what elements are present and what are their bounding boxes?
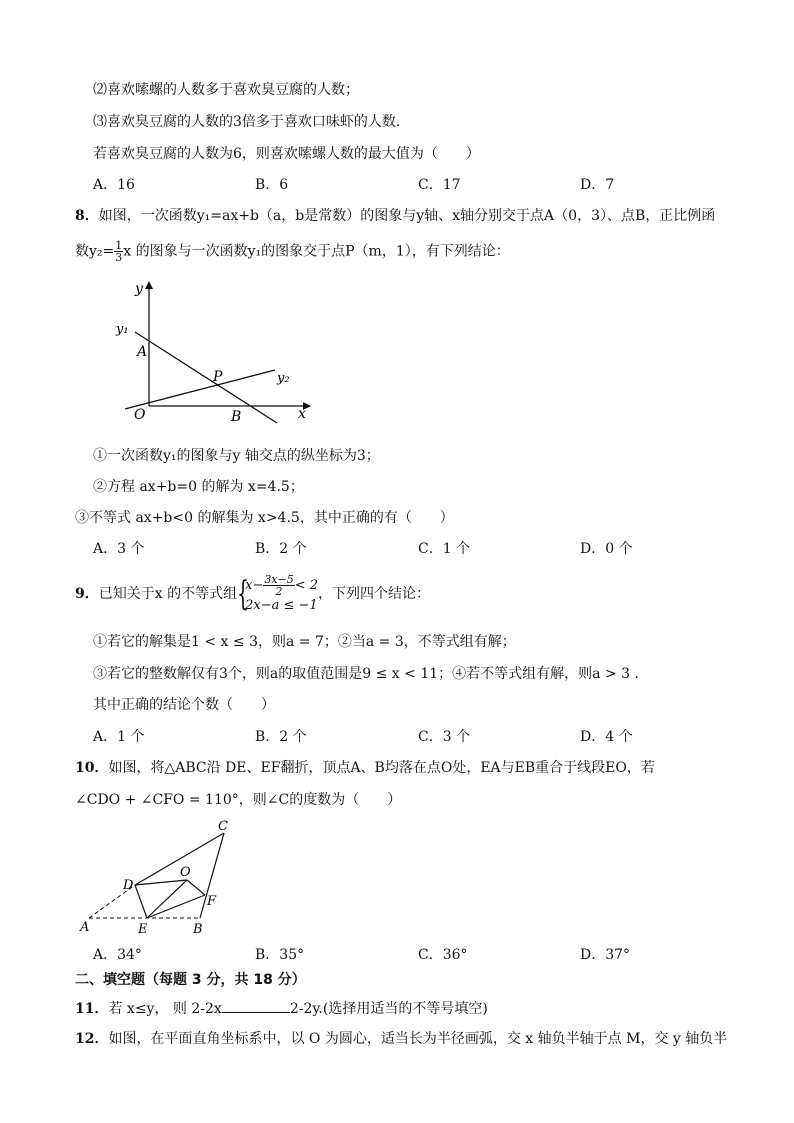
- q8-stem-1: 如图，一次函数y₁=ax+b（a，b是常数）的图象与y轴、x轴分别交于点A（0，3）、点B，正比例函: [98, 208, 716, 224]
- q9-row1-num: 3x−5: [264, 573, 294, 586]
- q7-option-c: C．17: [418, 177, 461, 193]
- q10-seg-eo: [147, 880, 187, 918]
- q10-label-D: D: [123, 878, 134, 893]
- q9-brace-icon: {: [237, 574, 250, 614]
- q8-fraction-num: 1: [115, 239, 123, 252]
- q10-label-B: B: [193, 922, 203, 937]
- q8-label-y: y: [135, 281, 143, 297]
- q8-label-x: x: [298, 406, 306, 422]
- q9-conclusions-1-2: ①若它的解集是1 < x ≤ 3，则a = 7；②当a = 3，不等式组有解；: [93, 634, 516, 650]
- q8-label-y1: y₁: [116, 322, 129, 337]
- q8-label-O: O: [134, 407, 146, 423]
- q9-line-1: [75, 570, 430, 618]
- q9-row1-den: 2: [275, 585, 283, 598]
- q10-option-b: B．35°: [255, 947, 305, 963]
- q9-stem-post: ，下列四个结论：: [318, 586, 431, 602]
- q8-option-c: C．1 个: [418, 541, 471, 557]
- q8-label-y2: y₂: [277, 371, 290, 386]
- q8-label-B: B: [231, 409, 242, 425]
- q10-option-a: A．34°: [93, 947, 142, 963]
- q8-option-a: A．3 个: [93, 541, 145, 557]
- q12-number: 12．: [75, 1031, 109, 1047]
- q10-seg-of: [187, 880, 205, 895]
- q10-fold-ef: [147, 895, 205, 918]
- q9-row1-pre: x−: [245, 578, 264, 593]
- q8-stem-2-pre: 数y₂=: [75, 243, 115, 260]
- q8-stem-2-post: x 的图象与一次函数y₁的图象交于点P（m，1），有下列结论：: [123, 243, 510, 260]
- q10-label-C: C: [218, 819, 228, 834]
- q9-option-d: D．4 个: [580, 729, 633, 745]
- q11-number: 11．: [75, 1001, 109, 1017]
- q11-stem-pre: 若 x≤y， 则 2-2x: [108, 1001, 222, 1017]
- q7-option-a: A．16: [93, 177, 135, 193]
- q9-system-row-2: 2x−a ≤ −1: [245, 598, 318, 613]
- q8-label-A: A: [137, 344, 148, 360]
- q9-stem-pre: 已知关于x 的不等式组: [98, 586, 238, 602]
- q10-label-F: F: [207, 894, 217, 909]
- q10-fold-de: [135, 885, 147, 918]
- q8-y-arrow-icon: [145, 281, 153, 289]
- q7-question: 若喜欢臭豆腐的人数为6，则喜欢嗦螺人数的最大值为（ ）: [93, 146, 480, 162]
- q10-stem-2: ∠CDO + ∠CFO = 110°，则∠C的度数为（ ）: [75, 792, 402, 808]
- section-title-fill-in: 二、填空题（每题 3 分，共 18 分）: [75, 972, 306, 988]
- q8-number: 8．: [75, 208, 99, 224]
- q8-fraction-den: 3: [115, 251, 123, 264]
- q9-option-c: C．3 个: [418, 729, 471, 745]
- q10-label-O: O: [180, 865, 191, 880]
- q8-conclusion-2: ②方程 ax+b=0 的解为 x=4.5；: [93, 479, 304, 495]
- q9-question: 其中正确的结论个数（ ）: [93, 697, 275, 713]
- q9-row1-fraction: [263, 574, 294, 597]
- q10-option-c: C．36°: [418, 947, 468, 963]
- q8-conclusion-3: ③不等式 ax+b<0 的解集为 x>4.5，其中正确的有（ ）: [75, 510, 454, 526]
- q8-graph: [105, 275, 320, 430]
- q10-triangle-figure: [75, 815, 245, 940]
- q10-number: 10．: [75, 760, 109, 776]
- q10-line-1: [75, 758, 655, 778]
- q10-label-E: E: [138, 922, 148, 937]
- q9-option-a: A．1 个: [93, 729, 145, 745]
- q8-option-b: B．2 个: [255, 541, 307, 557]
- q7-option-d: D．7: [580, 177, 615, 193]
- q10-option-d: D．37°: [580, 947, 631, 963]
- q8-conclusion-1: ①一次函数y₁的图象与y 轴交点的纵坐标为3；: [93, 448, 380, 464]
- q8-line-2: [75, 240, 510, 263]
- q10-label-A: A: [80, 920, 90, 935]
- q11-stem-post: 2-2y.(选择用适当的不等号填空): [289, 1001, 488, 1017]
- q8-fraction: [114, 240, 123, 263]
- q9-row1-post: < 2: [294, 578, 319, 593]
- q9-number: 9．: [75, 586, 99, 602]
- q10-stem-1: 如图，将△ABC沿 DE、EF翻折，顶点A、B均落在点O处，EA与EB重合于线段EO，若: [108, 760, 655, 776]
- q11-answer-blank[interactable]: [222, 998, 290, 1013]
- q12-line-1: [75, 1029, 727, 1049]
- q9-system-row-1: [245, 574, 318, 597]
- q8-line-1: [75, 206, 715, 226]
- q11-line: [75, 998, 488, 1019]
- q7-condition-3: ⑶喜欢臭豆腐的人数的3倍多于喜欢口味虾的人数．: [93, 114, 410, 130]
- q7-condition-2: ⑵喜欢嗦螺的人数多于喜欢臭豆腐的人数；: [93, 82, 359, 98]
- q8-label-P: P: [213, 369, 223, 385]
- q8-line-y2: [125, 370, 275, 409]
- q8-line-y1: [135, 332, 277, 423]
- q9-inequality-system: [237, 574, 318, 614]
- q9-option-b: B．2 个: [255, 729, 307, 745]
- q8-option-d: D．0 个: [580, 541, 633, 557]
- q7-option-b: B．6: [255, 177, 289, 193]
- q9-conclusions-3-4: ③若它的整数解仅有3个，则a的取值范围是9 ≤ x < 11；④若不等式组有解，则a > 3 .: [93, 666, 639, 682]
- q12-stem-1: 如图，在平面直角坐标系中，以 O 为圆心，适当长为半径画弧，交 x 轴负半轴于点 M，交 y 轴负半: [108, 1031, 728, 1047]
